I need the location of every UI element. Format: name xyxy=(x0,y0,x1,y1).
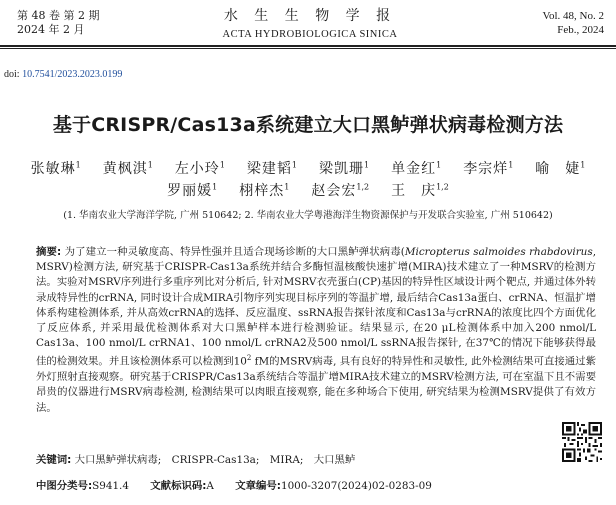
volume-issue-cn: 第 48 卷 第 2 期 xyxy=(17,9,100,22)
header-rule-thick xyxy=(0,45,616,47)
affiliation: (1. 华南农业大学海洋学院, 广州 510642; 2. 华南农业大学粤港海洋生物资源保护与开发联合实验室, 广州 510642) xyxy=(63,210,553,221)
article-title: 基于CRISPR/Cas13a系统建立大口黑鲈弹状病毒检测方法 xyxy=(52,114,564,136)
author: 梁凯珊$^1$ xyxy=(319,160,370,177)
keywords-value: 大口黑鲈弹状病毒; CRISPR-Cas13a; MIRA; 大口黑鲈 xyxy=(74,454,356,466)
author: 喻 婕$^1$ xyxy=(535,160,586,177)
author-line-2 xyxy=(0,180,616,200)
journal-masthead xyxy=(160,7,460,42)
doi-link[interactable]: 10.7541/2023.2023.0199 xyxy=(22,69,123,80)
author: 黄枫淇$^1$ xyxy=(102,160,153,177)
abstract xyxy=(36,245,596,416)
author: 单金红$^1$ xyxy=(391,160,442,177)
author: 梁建韬$^1$ xyxy=(246,160,297,177)
journal-title-en: ACTA HYDROBIOLOGICA SINICA xyxy=(222,29,398,40)
classification-line xyxy=(36,477,596,492)
document-code: 文献标识码:A xyxy=(150,480,214,492)
qr-code-icon xyxy=(562,422,602,462)
abstract-text-2: , MSRV)检测方法, 研究基于CRISPR-Cas13a系统并结合多酶恒温核酸快速扩增(MIRA)技术建立了一种MSRV的检测方法。实验对MSRV序列进行多重序列比对分析后, 针对MSRV衣壳蛋白(CP)基因的特异性区域设计两个靶点, 并通过体外转录成特异性的crRNA, 同时设计合成MIRA引物序列实现目标序列的等温扩增, 最后结合Cas13a蛋白、crRNA、恒温扩增体系构建检测体系, 并从高效crRNA的选择、反应温度、ssRNA报告探针浓度和Cas13a与crRNA的浓度比四个方面优化了反应体系, 并采用最优检测体系对大口黑鲈样本进行检测验证。结果显示, 在20 μL检测体系中加入200 nmol/L Cas13a、100 nmol/L crRNA1、100 nmol/L crRNA2及500 nmol/L ssRNA报告探针, 在37℃的情况下能够获得最佳的检测效果。并且该检测体系可以检测到10 xyxy=(36,246,596,368)
clc-code: 中图分类号:S941.4 xyxy=(36,480,129,492)
author: 张敏琳$^1$ xyxy=(30,160,81,177)
header-volume-cn xyxy=(17,9,99,37)
author: 左小玲$^1$ xyxy=(174,160,225,177)
volume-issue-en: Vol. 48, No. 2 xyxy=(542,10,604,22)
abstract-text-1: 为了建立一种灵敏度高、特异性强并且适合现场诊断的大口黑鲈弹状病毒( xyxy=(64,246,405,258)
doi-line xyxy=(4,69,122,80)
abstract-species: Micropterus salmoides rhabdovirus xyxy=(404,246,593,258)
header-volume-en xyxy=(542,9,604,37)
abstract-label: 摘要: xyxy=(36,246,62,258)
date-cn: 2024 年 2 月 xyxy=(17,23,85,36)
date-en: Feb., 2024 xyxy=(557,24,604,36)
abstract-exponent: 2 xyxy=(246,354,252,363)
header-rule-thin xyxy=(0,48,616,49)
abstract-text-3: fM的MSRV病毒, 具有良好的特异性和灵敏性, 此外检测结果可直接通过紫外灯照射直接观察。研究基于CRISPR/Cas13a系统结合等温扩增MIRA技术建立的MSRV检测方法, 可在室温下且不需要昂贵的仪器进行MSRV病毒检测, 检测结果可以肉眼直接观察, 能在多种场合下使用, 研究结果为检测MSRV提供了有效方法。 xyxy=(36,355,596,414)
doi-label: doi: xyxy=(4,69,20,80)
author: 栩梓杰$^1$ xyxy=(239,182,290,199)
author: 赵会宏$^{1,2}$ xyxy=(311,182,370,199)
article-number: 文章编号:1000-3207(2024)02-0283-09 xyxy=(235,480,432,492)
keywords-label: 关键词: xyxy=(36,454,72,466)
journal-title-cn: 水 生 生 物 学 报 xyxy=(223,8,397,24)
author: 王 庆$^{1,2}$ xyxy=(391,182,449,199)
author: 李宗烊$^1$ xyxy=(463,160,514,177)
keywords xyxy=(36,451,596,466)
author: 罗丽媛$^1$ xyxy=(167,182,218,199)
author-line-1 xyxy=(0,158,616,178)
